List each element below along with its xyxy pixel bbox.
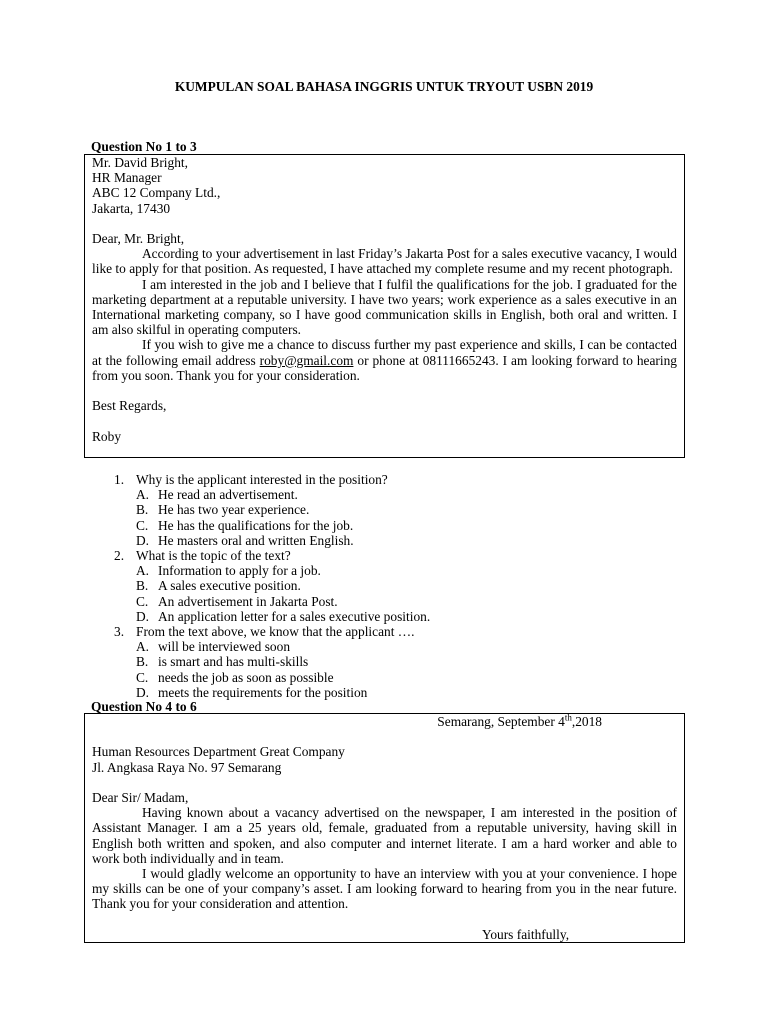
answer-option: A. Information to apply for a job.	[136, 563, 321, 579]
letter-closing: Yours faithfully,	[482, 926, 570, 942]
letter-box-1	[84, 154, 685, 458]
answer-option: C. needs the job as soon as possible	[136, 669, 334, 685]
letter-paragraph: If you wish to give me a chance to discuss further my past experience and skills, I can be contacted at the following email address roby@gmail.com or phone at 08111665243. I am looking forward to hearing from you soon. Thank you for your consideration.	[92, 337, 677, 383]
letter-closing: Best Regards,	[92, 398, 167, 414]
answer-option: A. He read an advertisement.	[136, 487, 298, 503]
address-line: ABC 12 Company Ltd.,	[92, 185, 221, 201]
answer-option: D. meets the requirements for the position	[136, 684, 368, 700]
section-heading-q1-3: Question No 1 to 3	[91, 139, 197, 154]
answer-option: C. He has the qualifications for the job.	[136, 517, 354, 533]
answer-option: D. He masters oral and written English.	[136, 532, 354, 548]
letter-date: Semarang, September 4th,2018	[437, 712, 602, 729]
letter-paragraph: I am interested in the job and I believe that I fulfil the qualifications for the job. I graduated for the marketing department at a reputable university. I have two years; work experience as a sales executive in an International marketing company, so I have good communication skills in English, both oral and written. I am also skilful in operating computers.	[92, 276, 677, 338]
recipient-line: Human Resources Department Great Company	[92, 744, 345, 760]
letter-paragraph: According to your advertisement in last Friday’s Jakarta Post for a sales executive vacancy, I would like to apply for that position. As requested, I have attached my complete resume and my recent photograph.	[92, 246, 677, 277]
email-link[interactable]: roby@gmail.com	[259, 352, 354, 368]
letter-signature: Roby	[92, 428, 122, 444]
address-line: HR Manager	[92, 170, 162, 186]
letter-paragraph: Having known about a vacancy advertised on the newspaper, I am interested in the position of Assistant Manager. I am a 25 years old, female, graduated from a reputable university, having skill in English both written and spoken, and also computer and internet literate. I am a hard worker and able to work both individually and in team.	[92, 805, 677, 866]
address-line: Mr. David Bright,	[92, 155, 188, 170]
address-line: Jakarta, 17430	[92, 200, 171, 216]
letter-salutation: Dear Sir/ Madam,	[92, 789, 189, 805]
answer-option: A. will be interviewed soon	[136, 639, 291, 655]
question-item: 3. From the text above, we know that the applicant ….	[114, 624, 415, 640]
question-item: 1. Why is the applicant interested in the position?	[114, 472, 388, 487]
question-item: 2. What is the topic of the text?	[114, 548, 291, 564]
letter-salutation: Dear, Mr. Bright,	[92, 231, 185, 246]
answer-option: C. An advertisement in Jakarta Post.	[136, 593, 338, 609]
page-title: KUMPULAN SOAL BAHASA INGGRIS UNTUK TRYOUT USBN 2019	[174, 79, 594, 94]
recipient-line: Jl. Angkasa Raya No. 97 Semarang	[92, 759, 282, 775]
question-list	[114, 472, 430, 700]
letter-box-2	[84, 713, 685, 943]
letter-paragraph: I would gladly welcome an opportunity to have an interview with you at your convenience. I hope my skills can be one of your company’s asset. I am looking forward to hearing from you in the near future. Thank you for your consideration and attention.	[92, 866, 677, 912]
section-heading-q4-6: Question No 4 to 6	[91, 699, 197, 714]
answer-option: B. He has two year experience.	[136, 502, 310, 518]
answer-option: B. is smart and has multi-skills	[136, 654, 309, 670]
answer-option: B. A sales executive position.	[136, 578, 301, 594]
answer-option: D. An application letter for a sales executive position.	[136, 608, 431, 624]
